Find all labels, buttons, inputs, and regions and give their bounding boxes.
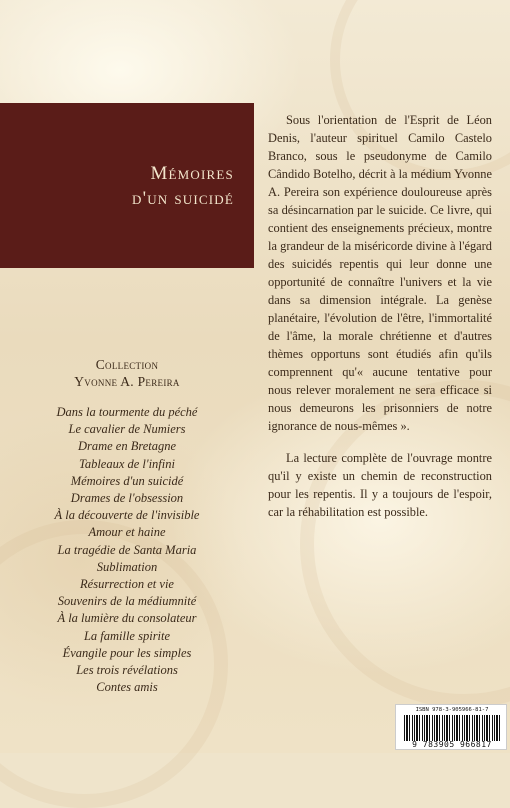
barcode-bars [404, 715, 502, 741]
title-block [0, 103, 254, 268]
list-item: Sublimation [96, 559, 158, 574]
description-paragraph-2: La lecture complète de l'ouvrage montre qu'il y existe un chemin de reconstruction pour les repentis. Il y a toujours de l'espoir, car la réhabilitation est possible. [268, 451, 492, 519]
list-item: La tragédie de Santa Maria [57, 542, 197, 557]
ean-digits: 9 783905 966817 [412, 740, 492, 749]
collection-heading [0, 356, 254, 390]
list-item: Drames de l'obsession [70, 491, 184, 506]
list-item: Les trois révélations [76, 663, 178, 678]
list-item: Évangile pour les simples [62, 645, 192, 660]
list-item: La famille spirite [83, 628, 171, 643]
book-list [0, 404, 254, 696]
list-item: Résurrection et vie [80, 577, 174, 592]
description-paragraph-1: Sous l'orientation de l'Esprit de Léon Denis, l'auteur spirituel Camilo Castelo Branco, sous le pseudonyme de Camilo Cândido Botelho, décrit à la médium Yvonne A. Pereira son expérience douloureuse après sa désincarnation par le suicide. Ce livre, qui contient des enseignements précieux, montre la grandeur de la miséricorde divine à l'égard des suicidés repentis qui leur donne une opportunité de connaître l'univers et la vie dans sa dimension intégrale. La genèse planétaire, l'évolution de l'être, l'immortalité de l'âme, la morale chrétienne et d'autres thèmes opportuns sont étudiés afin qu'ils comprennent qu'« aucune tentative pour nous relever moralement ne sera efficace si nous demeurons les prisonniers de notre ignorance de nous-mêmes ». [268, 113, 492, 433]
description-column [268, 111, 492, 521]
isbn-barcode [395, 704, 507, 750]
list-item: À la lumière du consolateur [57, 611, 197, 626]
list-item: Souvenirs de la médiumnité [57, 594, 197, 609]
list-item: Amour et haine [88, 525, 166, 540]
book-title-line-2: d'un suicidé [131, 188, 234, 209]
collection-label: Collection [95, 357, 159, 372]
list-item: Le cavalier de Numiers [68, 422, 186, 437]
list-item: Tableaux de l'infini [79, 456, 175, 471]
list-item: À la découverte de l'invisible [54, 508, 200, 523]
book-title-line-1: Mémoires [150, 163, 234, 184]
list-item: Contes amis [96, 680, 158, 695]
list-item: Drame en Bretagne [77, 439, 177, 454]
list-item: Mémoires d'un suicidé [70, 473, 184, 488]
isbn-label: ISBN 978-3-905966-81-7 [415, 707, 489, 713]
list-item: Dans la tourmente du péché [56, 405, 198, 419]
collection-author: Yvonne A. Pereira [74, 374, 180, 389]
